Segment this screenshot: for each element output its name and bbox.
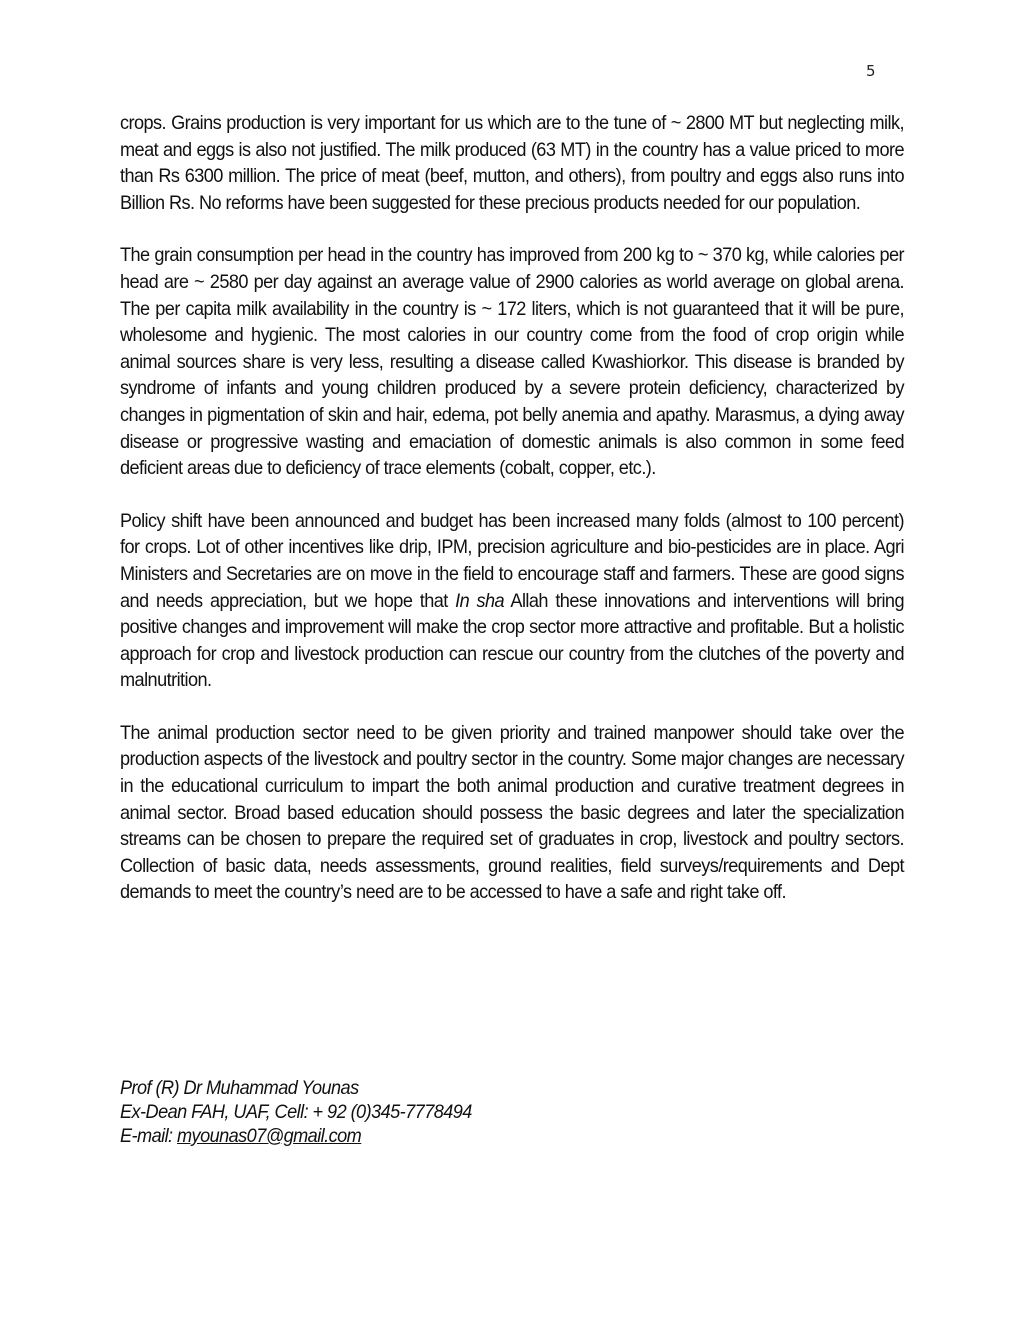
policy-text-italic: In sha [455, 589, 505, 612]
article-body [120, 110, 904, 932]
policy-text-end: Allah these innovations and interventions will bring positive changes and improvement will make the crop sector more attractive and profitable. But a holistic approach for crop and livestock production can rescue our country from the clutches of the poverty and malnutrition. [120, 589, 904, 692]
author-position: Ex-Dean FAH, UAF, Cell: + 92 (0)345-7778494 [120, 1101, 472, 1123]
email-label: E-mail: [120, 1125, 178, 1147]
author-signature [120, 1076, 472, 1148]
policy-text-start: Policy shift have been announced and budget has been increased many folds (almost to 100 percent) for crops. Lot of other incentives like drip, IPM, precision agriculture and bio-pesticides are in place. Agri Ministers and Secretaries are on move in the field to encourage staff and farmers. These are good signs and needs appreciation, but we hope that [120, 509, 904, 612]
author-email-line [120, 1124, 472, 1148]
paragraph-crops-production: crops. Grains production is very important for us which are to the tune of ~ 2800 MT but neglecting milk, meat and eggs is also not justified. The milk produced (63 MT) in the country has a value priced to more than Rs 6300 million. The price of meat (beef, mutton, and others), from poultry and eggs also runs into Billion Rs. No reforms have been suggested for these precious products needed for our population. [120, 112, 904, 214]
email-link[interactable]: myounas07@gmail.com [177, 1125, 362, 1147]
page-number: 5 [866, 62, 876, 80]
paragraph-animal-production: The animal production sector need to be given priority and trained manpower should take over the production aspects of the livestock and poultry sector in the country. Some major changes are necessary in the educational curriculum to impart the both animal production and curative treatment degrees in animal sector. Broad based education should possess the basic degrees and later the specialization streams can be chosen to prepare the required set of graduates in crop, livestock and poultry sectors. Collection of basic data, needs assessments, ground realities, field surveys/requirements and Dept demands to meet the country’s need are to be accessed to have a safe and right take off. [120, 721, 904, 904]
paragraph-grain-consumption: The grain consumption per head in the country has improved from 200 kg to ~ 370 kg, while calories per head are ~ 2580 per day against an average value of 2900 calories as world average on global arena. The per capita milk availability in the country is ~ 172 liters, which is not guaranteed that it will be pure, wholesome and hygienic. The most calories in our country come from the food of crop origin while animal sources share is very less, resulting a disease called Kwashiorkor. This disease is branded by syndrome of infants and young children produced by a severe protein deficiency, characterized by changes in pigmentation of skin and hair, edema, pot belly anemia and apathy. Marasmus, a dying away disease or progressive wasting and emaciation of domestic animals is also common in some feed deficient areas due to deficiency of trace elements (cobalt, copper, etc.). [120, 244, 904, 480]
author-name: Prof (R) Dr Muhammad Younas [120, 1077, 359, 1099]
paragraph-policy-shift [120, 508, 904, 694]
